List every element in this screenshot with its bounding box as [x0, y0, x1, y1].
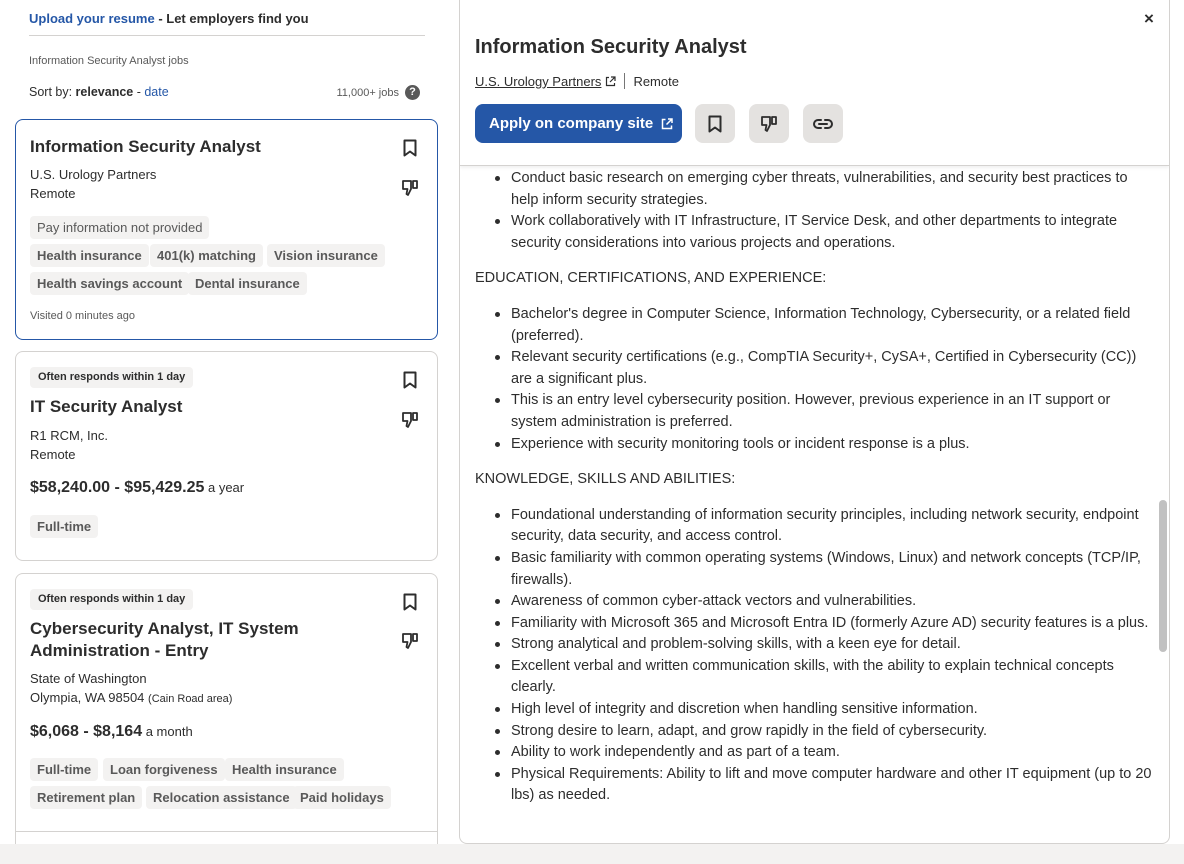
location-text: Olympia, WA 98504	[30, 690, 145, 705]
benefit-chip: Retirement plan	[30, 786, 142, 809]
benefit-chip: Health savings account	[30, 272, 189, 295]
save-job-button[interactable]	[695, 104, 735, 143]
sort-relevance[interactable]: relevance	[75, 85, 134, 99]
list-item: Bachelor's degree in Computer Science, Information Technology, Cybersecurity, or a related field (preferred).	[475, 304, 1155, 347]
sort-separator: -	[133, 85, 145, 99]
visited-status: Visited 0 minutes ago	[30, 310, 135, 322]
salary-range: $58,240.00 - $95,429.25	[30, 479, 205, 496]
bookmark-icon[interactable]	[399, 137, 421, 159]
responsibilities-list	[475, 168, 1155, 254]
job-type-chip: Full-time	[30, 515, 98, 538]
responsive-badge: Often responds within 1 day	[30, 367, 193, 388]
job-card-company: R1 RCM, Inc.	[30, 428, 109, 443]
list-item: Work collaboratively with IT Infrastructure, IT Service Desk, and other departments to integrate security considerations into various projects and operations.	[475, 211, 1155, 254]
external-link-icon	[661, 118, 673, 130]
list-item: Physical Requirements: Ability to lift and move computer hardware and other IT equipment (up to 20 lbs) as needed.	[475, 764, 1155, 807]
title-line-2: Administration - Entry	[30, 641, 209, 660]
list-item: Basic familiarity with common operating systems (Windows, Linux) and network concepts (TCP/IP, firewalls).	[475, 548, 1155, 591]
benefit-chip: Dental insurance	[188, 272, 307, 295]
divider	[29, 35, 425, 36]
benefit-chip: Relocation assistance	[146, 786, 297, 809]
job-detail-title: Information Security Analyst	[475, 36, 747, 58]
link-icon	[813, 118, 833, 130]
upload-resume-text: - Let employers find you	[154, 11, 309, 26]
salary-period: a month	[142, 724, 193, 739]
close-icon[interactable]: ×	[1144, 9, 1154, 28]
thumbs-down-icon[interactable]	[399, 630, 421, 652]
copy-link-button[interactable]	[803, 104, 843, 143]
job-description	[475, 168, 1155, 807]
benefit-chip: Health insurance	[225, 758, 344, 781]
job-card-location	[30, 690, 232, 705]
job-card-company: U.S. Urology Partners	[30, 167, 157, 182]
list-item: Strong analytical and problem-solving skills, with a keen eye for detail.	[475, 634, 1155, 656]
scrollbar-thumb[interactable]	[1159, 500, 1167, 652]
section-heading: KNOWLEDGE, SKILLS AND ABILITIES:	[475, 471, 736, 488]
salary-period: a year	[204, 480, 245, 495]
sort-row	[29, 84, 425, 102]
bookmark-icon[interactable]	[399, 591, 421, 613]
job-card-3[interactable]	[15, 573, 438, 864]
thumbs-down-icon	[760, 115, 778, 133]
benefit-chip: Vision insurance	[267, 244, 385, 267]
list-item: Strong desire to learn, adapt, and grow rapidly in the field of cybersecurity.	[475, 721, 1155, 743]
job-card-location: Remote	[30, 447, 76, 462]
list-item: Relevant security certifications (e.g., CompTIA Security+, CySA+, Certified in Cybersecurity (CC)) are a significant plus.	[475, 347, 1155, 390]
divider	[624, 73, 625, 89]
apply-button[interactable]	[475, 104, 682, 143]
bookmark-icon	[708, 115, 722, 133]
job-card-salary	[30, 479, 244, 497]
list-item: Familiarity with Microsoft 365 and Microsoft Entra ID (formerly Azure AD) security features is a plus.	[475, 613, 1155, 635]
job-card-title[interactable]: Information Security Analyst	[30, 137, 261, 156]
benefit-chip: 401(k) matching	[150, 244, 263, 267]
salary-range: $6,068 - $8,164	[30, 723, 143, 740]
list-item: High level of integrity and discretion when handling sensitive information.	[475, 699, 1155, 721]
thumbs-down-icon[interactable]	[399, 409, 421, 431]
job-detail-location: Remote	[633, 73, 679, 89]
sort-control	[29, 85, 169, 99]
list-item: Foundational understanding of information security principles, including network security, endpoint security, data security, and access control.	[475, 505, 1155, 548]
education-list	[475, 304, 1155, 455]
job-card-2[interactable]	[15, 351, 438, 561]
job-count: 11,000+ jobs	[336, 87, 399, 99]
location-area: (Cain Road area)	[148, 693, 233, 705]
responsive-badge: Often responds within 1 day	[30, 589, 193, 610]
job-type-chip: Full-time	[30, 758, 98, 781]
company-line	[475, 73, 679, 89]
bookmark-icon[interactable]	[399, 369, 421, 391]
company-link[interactable]: U.S. Urology Partners	[475, 73, 602, 89]
job-detail-panel	[459, 0, 1170, 844]
list-item: Excellent verbal and written communication skills, with the ability to explain technical concepts clearly.	[475, 656, 1155, 699]
thumbs-down-icon[interactable]	[399, 177, 421, 199]
jobs-heading: Information Security Analyst jobs	[29, 55, 189, 67]
job-list-column	[0, 0, 452, 864]
skills-list	[475, 505, 1155, 807]
apply-label: Apply on company site	[489, 115, 654, 132]
upload-resume-link[interactable]: Upload your resume	[29, 11, 155, 26]
list-item: Ability to work independently and as part of a team.	[475, 742, 1155, 764]
benefit-chip: Loan forgiveness	[103, 758, 225, 781]
section-heading: EDUCATION, CERTIFICATIONS, AND EXPERIENCE:	[475, 270, 827, 287]
job-card-title[interactable]	[30, 618, 299, 662]
benefit-chip: Health insurance	[30, 244, 149, 267]
not-interested-button[interactable]	[749, 104, 789, 143]
job-card-location: Remote	[30, 186, 76, 201]
help-icon[interactable]: ?	[405, 85, 420, 100]
pay-chip: Pay information not provided	[30, 216, 209, 239]
list-item: This is an entry level cybersecurity position. However, previous experience in an IT support or system administration is preferred.	[475, 390, 1155, 433]
list-item: Experience with security monitoring tools or incident response is a plus.	[475, 434, 1155, 456]
job-card-title[interactable]: IT Security Analyst	[30, 397, 183, 416]
job-card-1[interactable]	[15, 119, 438, 340]
upload-resume-banner	[29, 11, 309, 27]
benefit-chip: Paid holidays	[293, 786, 391, 809]
list-item: Conduct basic research on emerging cyber threats, vulnerabilities, and security best practices to help inform security strategies.	[475, 168, 1155, 211]
job-detail-header	[460, 0, 1169, 166]
sort-date-link[interactable]: date	[144, 85, 169, 99]
job-card-company: State of Washington	[30, 671, 147, 686]
sort-label: Sort by:	[29, 85, 76, 99]
external-link-icon	[605, 76, 616, 87]
title-line-1: Cybersecurity Analyst, IT System	[30, 619, 299, 638]
page-footer-strip	[0, 844, 1184, 864]
list-item: Awareness of common cyber-attack vectors and vulnerabilities.	[475, 591, 1155, 613]
job-card-salary	[30, 723, 193, 741]
